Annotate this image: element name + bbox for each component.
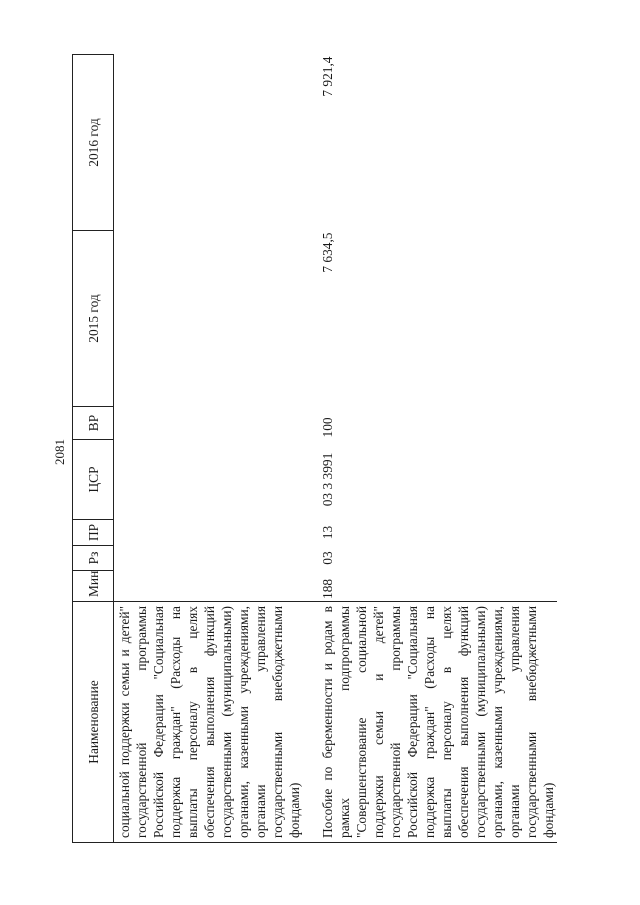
row-min	[114, 571, 304, 602]
row-pr	[114, 520, 304, 546]
row-name: Пособие по беременности и родам в рамках подпрограммы "Совершенствование социальной поддержки семьи и детей" государственной программы Российской Федерации "Социальная поддержка граждан" (Расходы на выплаты персоналу в целях обеспечения выполнения функций государственными (муниципальными) органами, казенными учреждениями, органами управления государственными внебюджетными фондами)	[303, 602, 557, 843]
row-csr	[114, 440, 304, 520]
header-min: Мин	[73, 571, 114, 602]
header-rz: Рз	[73, 546, 114, 571]
page-number: 2081	[52, 439, 67, 465]
header-vr: ВР	[73, 407, 114, 440]
row-2016: 7 921,4	[320, 56, 335, 97]
row-rz	[114, 546, 304, 571]
row-name: социальной поддержки семьи и детей" государственной программы Российской Федерации "Социальная поддержка граждан" (Расходы на выплаты персоналу в целях обеспечения выполнения функций государственными (муниципальными) органами, казенными учреждениями, органами управления государственными внебюджетными фондами)	[114, 602, 304, 843]
budget-table	[72, 54, 557, 843]
row-vr: 100	[320, 417, 335, 438]
row-2015: 7 634,5	[320, 232, 335, 273]
table-row	[114, 55, 304, 843]
header-2015: 2015 год	[73, 231, 114, 407]
row-pr: 13	[320, 525, 335, 540]
row-rz: 03	[320, 551, 335, 565]
row-csr: 03 3 3991	[320, 452, 335, 507]
header-csr: ЦСР	[73, 440, 114, 520]
header-pr: ПР	[73, 520, 114, 546]
row-2016	[114, 55, 304, 231]
table-header-row	[73, 55, 114, 843]
table-row	[303, 55, 557, 843]
row-min: 188	[320, 578, 335, 599]
row-vr	[114, 407, 304, 440]
header-2016: 2016 год	[73, 55, 114, 231]
budget-table-sheet	[72, 55, 600, 843]
header-name: Наименование	[73, 602, 114, 843]
row-2015	[114, 231, 304, 407]
